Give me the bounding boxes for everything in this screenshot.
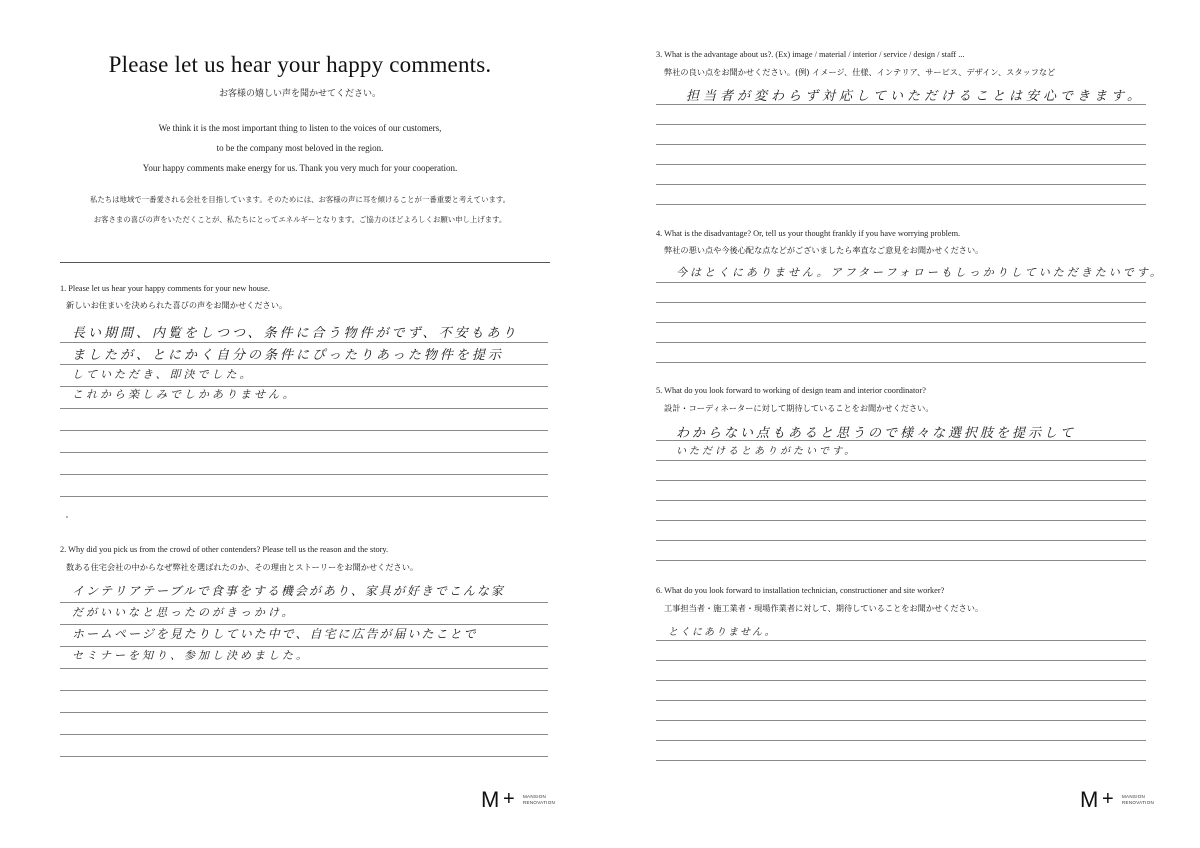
section-divider xyxy=(60,262,550,263)
ruled-line xyxy=(656,104,1146,105)
ruled-line xyxy=(656,740,1146,741)
handwritten-answer-line: だがいいなと思ったのがきっかけ。 xyxy=(72,606,296,619)
question-4-japanese: 弊社の悪い点や今後心配な点などがございましたら率直なご意見をお聞かせください。 xyxy=(664,245,984,255)
question-6-japanese: 工事担当者・施工業者・現場作業者に対して、期待していることをお聞かせください。 xyxy=(664,603,984,613)
ruled-line xyxy=(656,500,1146,501)
question-4-english: 4. What is the disadvantage? Or, tell us your thought frankly if you have worrying problem. xyxy=(656,229,961,238)
ruled-line xyxy=(60,668,548,669)
ruled-line xyxy=(60,474,548,475)
handwritten-answer-line: していただき、即決でした。 xyxy=(72,368,254,381)
ruled-line xyxy=(656,660,1146,661)
page-subtitle-jp: お客様の嬉しい声を聞かせてください。 xyxy=(218,89,381,99)
ruled-line xyxy=(656,680,1146,681)
ruled-line xyxy=(656,342,1146,343)
logo-text xyxy=(523,794,555,805)
ruled-line xyxy=(656,282,1146,283)
intro-line: We think it is the most important thing to listen to the voices of our customers, xyxy=(158,123,442,133)
ruled-line xyxy=(656,362,1146,363)
ruled-line xyxy=(656,204,1146,205)
ruled-line xyxy=(60,342,548,343)
logo-mark: M xyxy=(1080,787,1099,812)
logo-plus: + xyxy=(503,788,515,810)
ruled-line xyxy=(60,602,548,603)
handwritten-answer-line: 長い期間、内覧をしつつ、条件に合う物件がでず、不安もあり xyxy=(72,326,519,341)
logo-text-line: MANSION xyxy=(1122,794,1146,799)
handwritten-answer-line: いただけるとありがたいです。 xyxy=(676,446,858,457)
handwritten-answer-line: インテリアテーブルで食事をする機会があり、家具が好きでこんな家 xyxy=(72,584,505,598)
intro-japanese xyxy=(40,190,560,230)
ruled-line xyxy=(60,496,548,497)
ruled-line xyxy=(656,322,1146,323)
answer-area-1 xyxy=(60,320,548,510)
ruled-line xyxy=(60,756,548,757)
ruled-line xyxy=(656,480,1146,481)
question-3-english: 3. What is the advantage about us?. (Ex) image / material / interior / service / design / staff ... xyxy=(656,50,965,59)
question-5-japanese: 設計・コーディネーターに対して期待していることをお聞かせください。 xyxy=(664,403,934,413)
intro-line: Your happy comments make energy for us. Thank you very much for your cooperation. xyxy=(142,163,458,173)
intro-jp-line: お客さまの喜びの声をいただくことが、私たちにとってエネルギーとなります。ご協力のほどよろしくお願い申し上げます。 xyxy=(93,215,507,224)
ruled-line xyxy=(656,144,1146,145)
logo-text-line: MANSION xyxy=(523,794,547,799)
handwritten-answer-line: 今はとくにありません。アフターフォローもしっかりしていただきたいです。 xyxy=(676,266,1164,279)
ruled-line xyxy=(656,560,1146,561)
page-title: Please let us hear your happy comments. xyxy=(108,52,492,77)
mansion-renovation-logo xyxy=(1080,787,1155,812)
ruled-line xyxy=(656,184,1146,185)
question-3-japanese: 弊社の良い点をお聞かせください。(例) イメージ、仕様、インテリア、サービス、デザイン、スタッフなど xyxy=(664,67,1056,77)
ruled-line xyxy=(656,124,1146,125)
question-6-english: 6. What do you look forward to installation technician, constructioner and site worker? xyxy=(656,586,945,595)
question-1-japanese: 新しいお住まいを決められた喜びの声をお聞かせください。 xyxy=(66,300,288,310)
ruled-line xyxy=(656,520,1146,521)
handwritten-answer-line: わからない点もあると思うので様々な選択肢を提示して xyxy=(676,426,1077,441)
logo-mark: M xyxy=(481,787,500,812)
ruled-line xyxy=(656,164,1146,165)
ruled-line xyxy=(60,430,548,431)
scan-speck xyxy=(66,516,68,518)
logo-text-line: RENOVATION xyxy=(523,799,556,805)
ruled-line xyxy=(60,408,548,409)
answer-area-2 xyxy=(60,580,548,770)
handwritten-answer-line: とくにありません。 xyxy=(668,627,777,638)
question-2-english: 2. Why did you pick us from the crowd of other contenders? Please tell us the reason and the story. xyxy=(60,545,389,554)
answer-area-6 xyxy=(656,620,1146,764)
handwritten-answer-line: ましたが、とにかく自分の条件にぴったりあった物件を提示 xyxy=(72,348,504,363)
intro-english xyxy=(40,118,560,178)
ruled-line xyxy=(60,452,548,453)
intro-jp-line: 私たちは地域で一番愛される会社を目指しています。そのためには、お客様の声に耳を傾けることが一番重要と考えています。 xyxy=(89,195,511,204)
ruled-line xyxy=(656,302,1146,303)
question-1-english: 1. Please let us hear your happy comments for your new house. xyxy=(60,284,270,293)
ruled-line xyxy=(60,690,548,691)
answer-area-5 xyxy=(656,420,1146,566)
logo-text-line: RENOVATION xyxy=(1122,799,1155,805)
answer-area-3 xyxy=(656,84,1146,208)
ruled-line xyxy=(60,364,548,365)
ruled-line xyxy=(656,460,1146,461)
logo-plus: + xyxy=(1102,788,1114,810)
mansion-renovation-logo xyxy=(481,787,556,812)
handwritten-answer-line: 担当者が変わらず対応していただけることは安心できます。 xyxy=(686,89,1144,104)
ruled-line xyxy=(656,720,1146,721)
handwritten-answer-line: セミナーを知り、参加し決めました。 xyxy=(72,649,310,662)
question-5-english: 5. What do you look forward to working of design team and interior coordinator? xyxy=(656,386,926,395)
question-2-japanese: 数ある住宅会社の中からなぜ弊社を選ばれたのか、その理由とストーリーをお聞かせください。 xyxy=(66,562,419,572)
answer-area-4 xyxy=(656,262,1164,368)
ruled-line xyxy=(60,734,548,735)
handwritten-answer-line: これから楽しみでしかありません。 xyxy=(72,388,297,401)
intro-line: to be the company most beloved in the region. xyxy=(216,143,384,153)
ruled-line xyxy=(656,700,1146,701)
ruled-line xyxy=(656,640,1146,641)
ruled-line xyxy=(656,540,1146,541)
logo-text xyxy=(1122,794,1154,805)
handwritten-answer-line: ホームページを見たりしていた中で、自宅に広告が届いたことで xyxy=(72,627,478,641)
ruled-line xyxy=(656,760,1146,761)
ruled-line xyxy=(60,712,548,713)
